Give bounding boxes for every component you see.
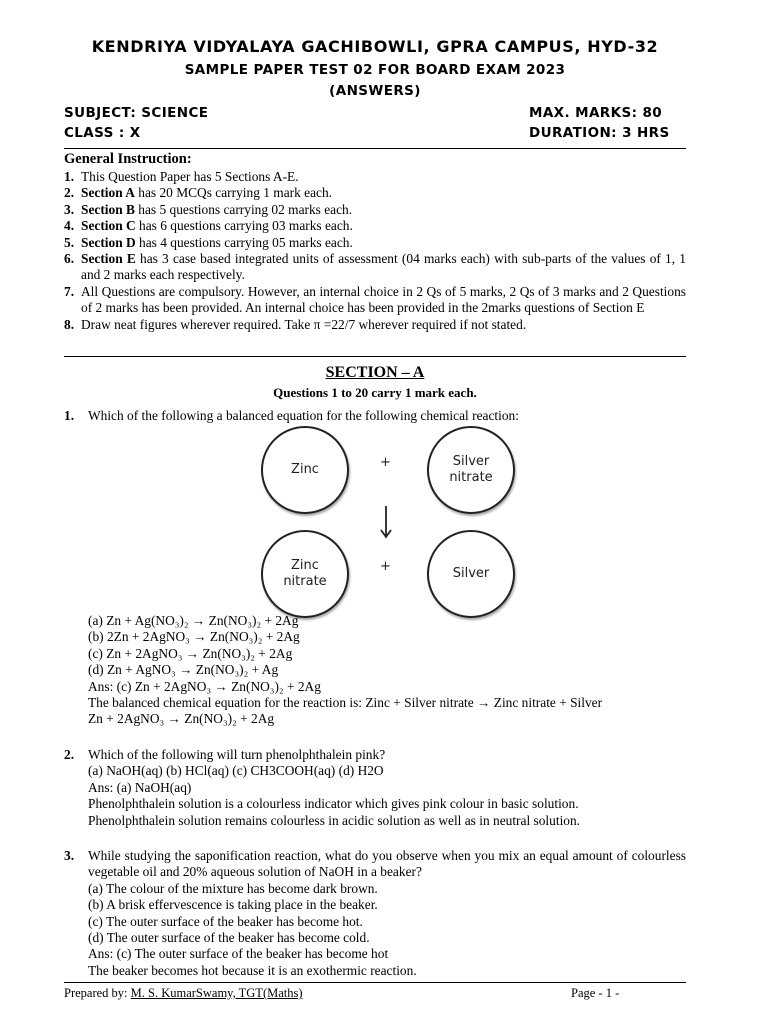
school-name: KENDRIYA VIDYALAYA GACHIBOWLI, GPRA CAMPUS, HYD-32: [91, 37, 659, 56]
section-title: SECTION – A: [325, 364, 425, 381]
footer-divider: [64, 982, 686, 983]
test-title: SAMPLE PAPER TEST 02 FOR BOARD EXAM 2023: [184, 62, 566, 78]
option-d: (d) The outer surface of the beaker has become cold.: [88, 930, 370, 946]
explanation-line: Phenolphthalein solution is a colourless indicator which gives pink colour in basic solution.: [88, 796, 579, 812]
footer-credit: [64, 986, 303, 1001]
answer-line: Ans: (a) NaOH(aq): [88, 779, 192, 795]
instruction-item: 3. Section B has 5 questions carrying 02 marks each.: [64, 201, 353, 217]
explanation-line: The balanced chemical equation for the reaction is: Zinc + Silver nitrate → Zinc nitrate + Silver: [88, 695, 603, 711]
max-marks-label: MAX. MARKS: 80: [529, 105, 663, 121]
question-number: 1.: [64, 408, 75, 423]
duration-label: DURATION: 3 HRS: [529, 125, 670, 141]
answer-line: Ans: (c) The outer surface of the beaker has become hot: [88, 946, 389, 962]
header-divider: [64, 148, 686, 149]
option-c: (c) Zn + 2AgNO₃ → Zn(NO₃)₂ + 2Ag: [88, 645, 293, 661]
plus-sign: +: [380, 559, 391, 574]
option-b: (b) 2Zn + 2AgNO₃ → Zn(NO₃)₂ + 2Ag: [88, 629, 300, 645]
instruction-item: 5. Section D has 4 questions carrying 05 marks each.: [64, 234, 353, 250]
explanation-line: Phenolphthalein solution remains colourless in acidic solution as well as in neutral solution.: [88, 812, 581, 828]
question-1-stem: [64, 408, 686, 424]
instruction-item: 6. Section E has 3 case based integrated units of assessment (04 marks each) with sub-parts of the values of 1, 1 and 2 marks each respectively.: [64, 251, 686, 283]
reaction-arrow-icon: [378, 504, 394, 540]
instruction-item: 7. All Questions are compulsory. However, an internal choice in 2 Qs of 5 marks, 2 Qs of 3 marks and 2 Questions of 2 marks has been provided. An internal choice has been provided in the 2marks questions of Section E: [64, 283, 686, 316]
section-subtitle: Questions 1 to 20 carry 1 mark each.: [273, 385, 477, 400]
explanation-line: Zn + 2AgNO₃ → Zn(NO₃)₂ + 2Ag: [88, 711, 275, 727]
reactant-silver-nitrate-circle: Silver nitrate: [427, 426, 515, 514]
option-a: (a) The colour of the mixture has become dark brown.: [88, 880, 378, 896]
answers-label: (ANSWERS): [329, 83, 421, 99]
footer-author: M. S. KumarSwamy, TGT(Maths): [130, 986, 303, 1000]
class-label: CLASS : X: [64, 125, 141, 141]
option-b: (b) A brisk effervescence is taking place in the beaker.: [88, 897, 378, 913]
reactant-zinc-circle: Zinc: [261, 426, 349, 514]
option-d: (d) Zn + AgNO₃ → Zn(NO₃)₂ + Ag: [88, 662, 279, 678]
instructions-title: General Instruction:: [64, 151, 192, 167]
footer-prepared-label: Prepared by:: [64, 986, 131, 1000]
explanation-line: The beaker becomes hot because it is an exothermic reaction.: [88, 962, 417, 978]
instruction-item: 8. Draw neat figures wherever required. Take π =22/7 wherever required if not stated.: [64, 316, 527, 332]
plus-sign: +: [380, 455, 391, 470]
instruction-item: 4. Section C has 6 questions carrying 03 marks each.: [64, 218, 353, 234]
product-silver-circle: Silver: [427, 530, 515, 618]
question-1-answers: [64, 613, 686, 728]
option-a: (a) Zn + Ag(NO₃)₂ → Zn(NO₃)₂ + 2Ag: [88, 613, 299, 628]
question-2: [64, 747, 686, 829]
question-3: [64, 848, 686, 979]
question-number: 2.: [64, 747, 75, 762]
instruction-item: 2. Section A has 20 MCQs carrying 1 mark each.: [64, 185, 333, 201]
options-line: (a) NaOH(aq) (b) HCl(aq) (c) CH3COOH(aq) (d) H2O: [88, 763, 384, 779]
question-number: 3.: [64, 848, 75, 863]
option-c: (c) The outer surface of the beaker has become hot.: [88, 913, 363, 929]
instruction-item: 1. This Question Paper has 5 Sections A-E.: [64, 169, 299, 184]
product-zinc-nitrate-circle: Zinc nitrate: [261, 530, 349, 618]
page-number: Page - 1 -: [571, 986, 620, 1000]
instructions-divider: [64, 356, 686, 357]
question-text: Which of the following will turn phenolphthalein pink?: [88, 747, 386, 762]
instructions-list: [64, 169, 686, 333]
subject-label: SUBJECT: SCIENCE: [64, 105, 209, 121]
answer-line: Ans: (c) Zn + 2AgNO₃ → Zn(NO₃)₂ + 2Ag: [88, 678, 321, 694]
question-text: Which of the following a balanced equation for the following chemical reaction:: [88, 408, 519, 423]
question-text: While studying the saponification reaction, what do you observe when you mix an equal amount of colourless vegetable oil and 20% aqueous solution of NaOH in a beaker?: [88, 848, 686, 880]
